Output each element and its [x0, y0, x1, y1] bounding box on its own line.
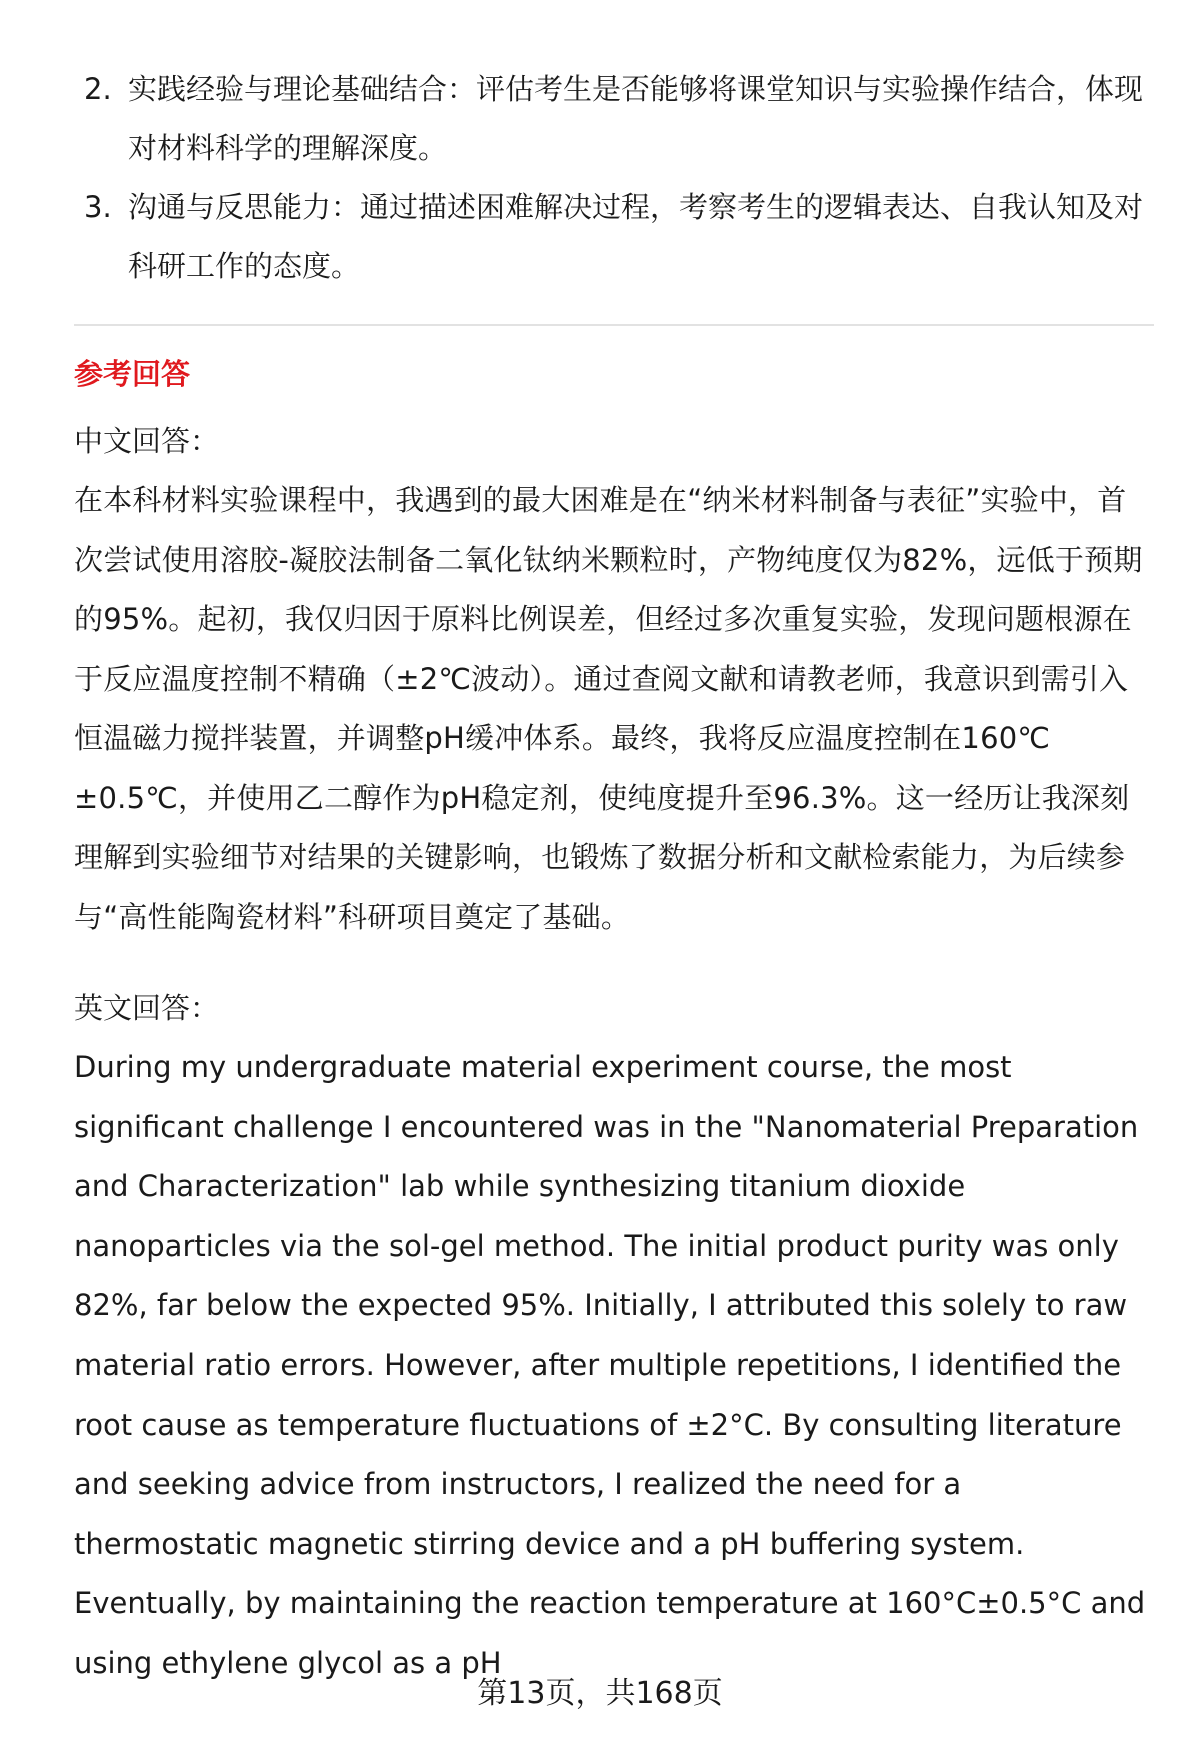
list-item [74, 178, 1154, 296]
english-answer-text: During my undergraduate material experiment course, the most significant challenge I encountered was in the "Nanomaterial Preparation and Characterization" lab while synthesizing titanium dioxide nanoparticles via the sol-gel method. The initial product purity was only 82%, far below the expected 95%. Initially, I attributed this solely to raw material ratio errors. However, after multiple repetitions, I identified the root cause as temperature fluctuations of ±2°C. By consulting literature and seeking advice from instructors, I realized the need for a thermostatic magnetic stirring device and a pH buffering system. Eventually, by maintaining the reaction temperature at 160°C±0.5°C and using ethylene glycol as a pH [74, 1050, 1146, 1680]
chinese-answer-label: 中文回答： [74, 424, 220, 458]
list-number: 3. [84, 190, 112, 224]
document-page [74, 60, 1154, 1694]
english-answer-label: 英文回答： [74, 991, 220, 1025]
criteria-list [74, 60, 1154, 296]
page-number-footer: 第13页，共168页 [477, 1676, 723, 1711]
section-divider [74, 324, 1154, 326]
list-text: 沟通与反思能力：通过描述困难解决过程，考察考生的逻辑表达、自我认知及对科研工作的态度。 [128, 190, 1144, 283]
chinese-answer-text: 在本科材料实验课程中，我遇到的最大困难是在“纳米材料制备与表征”实验中，首次尝试使用溶胶-凝胶法制备二氧化钛纳米颗粒时，产物纯度仅为82%，远低于预期的95%。起初，我仅归因于原料比例误差，但经过多次重复实验，发现问题根源在于反应温度控制不精确（±2℃波动）。通过查阅文献和请教老师，我意识到需引入恒温磁力搅拌装置，并调整pH缓冲体系。最终，我将反应温度控制在160℃±0.5℃，并使用乙二醇作为pH稳定剂，使纯度提升至96.3%。这一经历让我深刻理解到实验细节对结果的关键影响，也锻炼了数据分析和文献检索能力，为后续参与“高性能陶瓷材料”科研项目奠定了基础。 [74, 483, 1143, 934]
list-number: 2. [84, 72, 112, 106]
section-title: 参考回答 [74, 357, 191, 391]
list-text: 实践经验与理论基础结合：评估考生是否能够将课堂知识与实验操作结合，体现对材料科学的理解深度。 [128, 72, 1144, 165]
list-item [74, 60, 1154, 178]
